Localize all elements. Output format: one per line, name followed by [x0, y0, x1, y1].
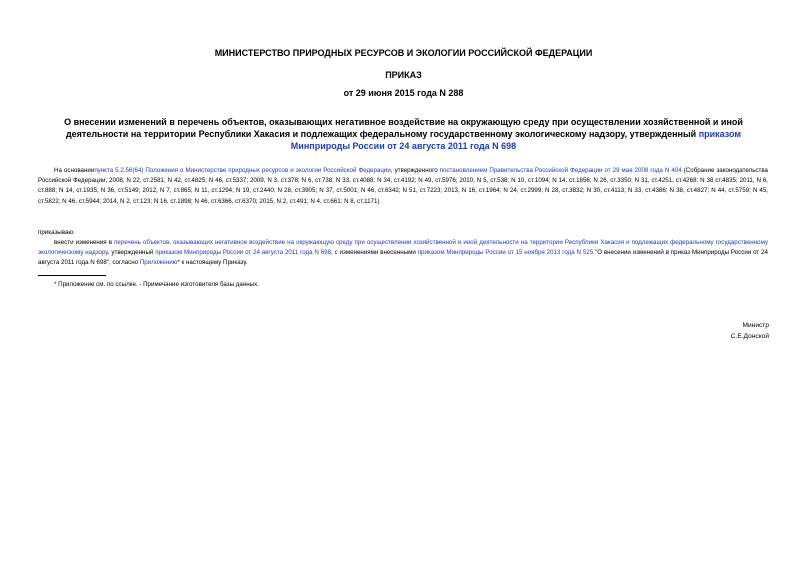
document-title: [40, 117, 767, 152]
decision-link-appendix[interactable]: Приложению: [139, 259, 178, 267]
title-link-order-698[interactable]: приказом Минприроды России от 24 августа 2011 года N 698: [290, 128, 742, 151]
decision-paragraph: [38, 238, 768, 269]
preamble-link-regulation-clause[interactable]: пункта 5.2.56(64) Положения о Министерстве природных ресурсов и экологии Российской Федерации: [94, 167, 391, 174]
decision-text-5: * к настоящему Приказу.: [177, 259, 248, 267]
ministry-heading: МИНИСТЕРСТВО ПРИРОДНЫХ РЕСУРСОВ И ЭКОЛОГИИ РОССИЙСКОЙ ФЕДЕРАЦИИ: [214, 48, 593, 58]
preamble-text-3: (Собрание законодательства Российской Федерации, 2008, N 22, ст.2581; N 42, ст.4825; N 46, ст.5337; 2009, N 3, ст.378; N 6, ст.738; N 33, ст.4088; N 34, ст.4192; N 49, ст.5976; 2010, N 5, ст.538; N 10, ст.1094; N 14, ст.1656; N 26, ст.3350; N 31, ст.4251, ст.4268; N 38 ст.4835; 2011, N 6, ст.888; N 14, ст.1935; N 36, ст.5149; 2012, N 7, ст.865; N 11, ст.1294; N 19, ст.2440; N 28, ст.3905; N 37, ст.5001; N 46, ст.6342; N 51, ст.7223; 2013, N 16, ст.1964; N 24, ст.2999; N 28, ст.3832; N 30, ст.4113; N 33, ст.4386; N 38, ст.4827; N 44, ст.5759; N 45, ст.5822; N 46, ст.5944; 2014, N 2, ст.123; N 16, ст.1898; N 46, ст.6366, ст.6370; 2015, N 2, ст.491; N 4, ст.661; N 8, ст.1171): [38, 167, 769, 205]
signature-name: С.Е.Донской: [730, 333, 769, 340]
preamble-text-1: На основании: [54, 167, 95, 174]
ordered-label: приказываю:: [38, 229, 75, 236]
footnote-divider: [38, 275, 106, 276]
title-text: О внесении изменений в перечень объектов, оказывающих негативное воздействие на окружающую среду при осуществлении хозяйственной и иной деятельности на территории Республики Хакасия и подлежащих федеральному государственному экологическому надзору, утвержденный: [64, 117, 743, 139]
preamble-paragraph: [38, 166, 768, 207]
decision-text-3: , с изменениями внесенными: [331, 249, 418, 257]
footnote: * Приложение см. по ссылке. - Примечание изготовителя базы данных.: [54, 281, 259, 288]
decision-text-1: внести изменения в: [54, 239, 115, 246]
order-heading: ПРИКАЗ: [385, 70, 422, 80]
order-date: от 29 июня 2015 года N 288: [343, 88, 464, 98]
preamble-text-2: , утвержденного: [390, 167, 440, 174]
decision-link-objects-list[interactable]: перечень объектов, оказывающих негативное воздействие на окружающую среду при осуществлении хозяйственной и иной деятельности на территории Республики Хакасия и подлежащих федеральному государственному экологическому надзору: [38, 239, 768, 257]
decision-link-order-525[interactable]: приказом Минприроды России от 15 ноября 2013 года N 525: [417, 249, 594, 257]
decision-text-4: "О внесении изменений в приказ Минприроды России от 24 августа 2011 года N 698", согласно: [38, 249, 768, 267]
preamble-link-government-resolution[interactable]: постановлением Правительства Российской Федерации от 29 мая 2008 года N 404: [439, 167, 682, 174]
signature-position: Министр: [742, 322, 769, 329]
decision-text-2: , утвержденный: [107, 249, 156, 257]
decision-link-order-698[interactable]: приказом Минприроды России от 24 августа 2011 года N 698: [155, 249, 332, 257]
